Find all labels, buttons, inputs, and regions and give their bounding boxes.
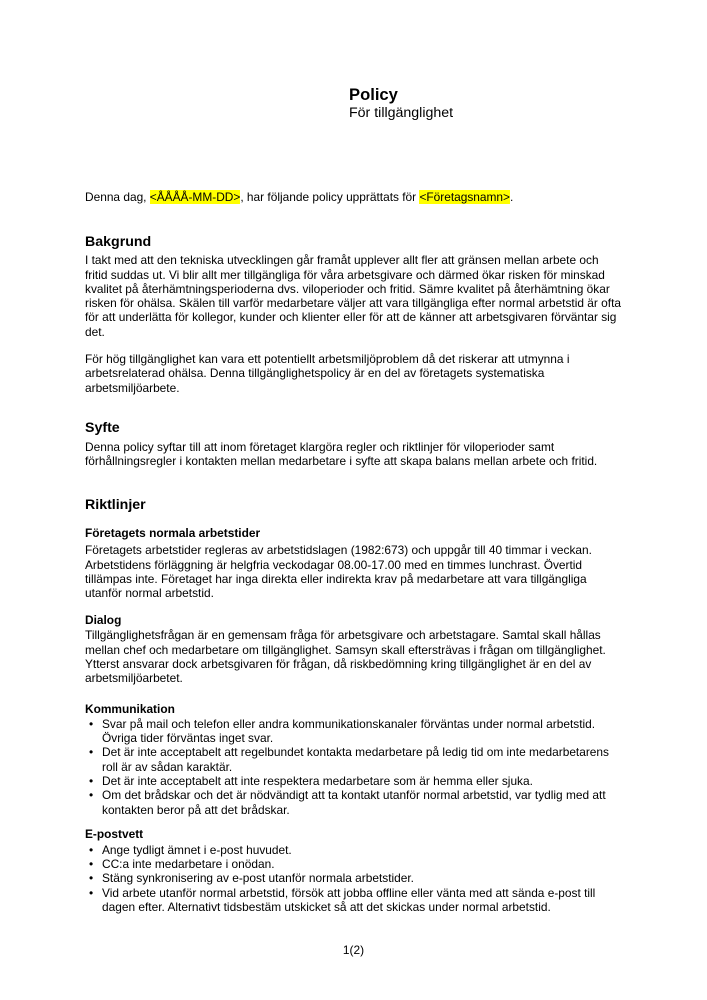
- intro-text-after: .: [510, 190, 514, 204]
- bullet-item: • Det är inte acceptabelt att regelbundet kontakta medarbetare på ledig tid om inte medarbetarens roll är av sådan karaktär.: [85, 745, 624, 774]
- company-placeholder-highlight: <Företagsnamn>: [419, 190, 510, 204]
- syfte-paragraph: Denna policy syftar till att inom företaget klargöra regler och riktlinjer för viloperioder samt förhållningsregler i kontakten mellan medarbetare i syfte att skapa balans mellan arbete och fritid.: [85, 439, 598, 469]
- bullet-item: • Det är inte acceptabelt att inte respektera medarbetare som är hemma eller sjuka.: [85, 774, 624, 788]
- intro-text-between: , har följande policy upprättats för: [240, 190, 420, 204]
- document-title: Policy: [349, 85, 398, 104]
- kommunikation-bullet-list: [85, 717, 624, 817]
- heading-syfte: Syfte: [85, 419, 120, 436]
- bakgrund-paragraph-1: I takt med att den tekniska utvecklingen går framåt upplever allt fler att gränsen mellan arbete och fritid suddas ut. Vi blir allt mer tillgängliga för våra arbetsgivare och därmed ökar risken för minskad kvalitet på återhämtningsperioderna dvs. viloperioder och fritid. Sämre kvalitet på återhämtning ökar risken för ohälsa. Skälen till varför medarbetare väljer att vara tillgängliga efter normal arbetstid är ofta för att underlätta för kollegor, kunder och klienter eller för att de känner att arbetsgivaren förväntar sig det.: [85, 253, 621, 339]
- document-subtitle: För tillgänglighet: [349, 105, 454, 121]
- bullet-item: • Vid arbete utanför normal arbetstid, försök att jobba offline eller vänta med att sända e-post till dagen efter. Alternativt tidsbestäm utskicket så att det skickas under normal arbetstid.: [85, 886, 624, 915]
- intro-text-before-date: Denna dag,: [85, 190, 150, 204]
- bullet-item: • Ange tydligt ämnet i e-post huvudet.: [85, 843, 624, 857]
- bullet-item: • CC:a inte medarbetare i onödan.: [85, 857, 624, 871]
- document-content: [85, 0, 624, 914]
- page-number: 1(2): [342, 943, 365, 957]
- subheading-epostvett: E-postvett: [85, 827, 144, 842]
- subheading-dialog: Dialog: [85, 612, 122, 627]
- epostvett-bullet-list: [85, 843, 624, 914]
- heading-bakgrund: Bakgrund: [85, 234, 152, 251]
- bullet-item: • Svar på mail och telefon eller andra kommunikationskanaler förväntas under normal arbetstid. Övriga tider förväntas inget svar.: [85, 717, 624, 746]
- title-block: [349, 0, 624, 122]
- dialog-paragraph: Tillgänglighetsfrågan är en gemensam fråga för arbetsgivare och arbetstagare. Samtal skall hållas mellan chef och medarbetare om tillgänglighet. Samsyn skall eftersträvas i frågan om tillgänglighet. Ytterst ansvarar dock arbetsgivaren för frågan, då riskbedömning kring tillgänglighet är en del av arbetsmiljöarbetet.: [85, 628, 606, 686]
- bullet-item: • Om det brådskar och det är nödvändigt att ta kontakt utanför normal arbetstid, var tydlig med att kontakten beror på att det brådskar.: [85, 788, 624, 817]
- subheading-kommunikation: Kommunikation: [85, 701, 175, 716]
- intro-line: [85, 190, 624, 204]
- bullet-item: • Stäng synkronisering av e-post utanför normala arbetstider.: [85, 871, 624, 885]
- subheading-arbetstider: Företagets normala arbetstider: [85, 525, 261, 540]
- date-placeholder-highlight: <ÅÅÅÅ-MM-DD>: [149, 190, 241, 204]
- bakgrund-paragraph-2: För hög tillgänglighet kan vara ett potentiellt arbetsmiljöproblem då det riskerar att utmynna i arbetsrelaterad ohälsa. Denna tillgänglighetspolicy är en del av företagets systematiska arbetsmiljöarbete.: [85, 352, 570, 395]
- heading-riktlinjer: Riktlinjer: [85, 496, 146, 513]
- arbetstider-paragraph: Företagets arbetstider regleras av arbetstidslagen (1982:673) och uppgår till 40 timmar i veckan. Arbetstidens förläggning är helgfria veckodagar 08.00-17.00 med en timmes lunchrast. Övertid tillämpas inte. Företaget har inga direkta eller indirekta krav på medarbetare att vara tillgängliga utanför normal arbetstid.: [85, 543, 592, 601]
